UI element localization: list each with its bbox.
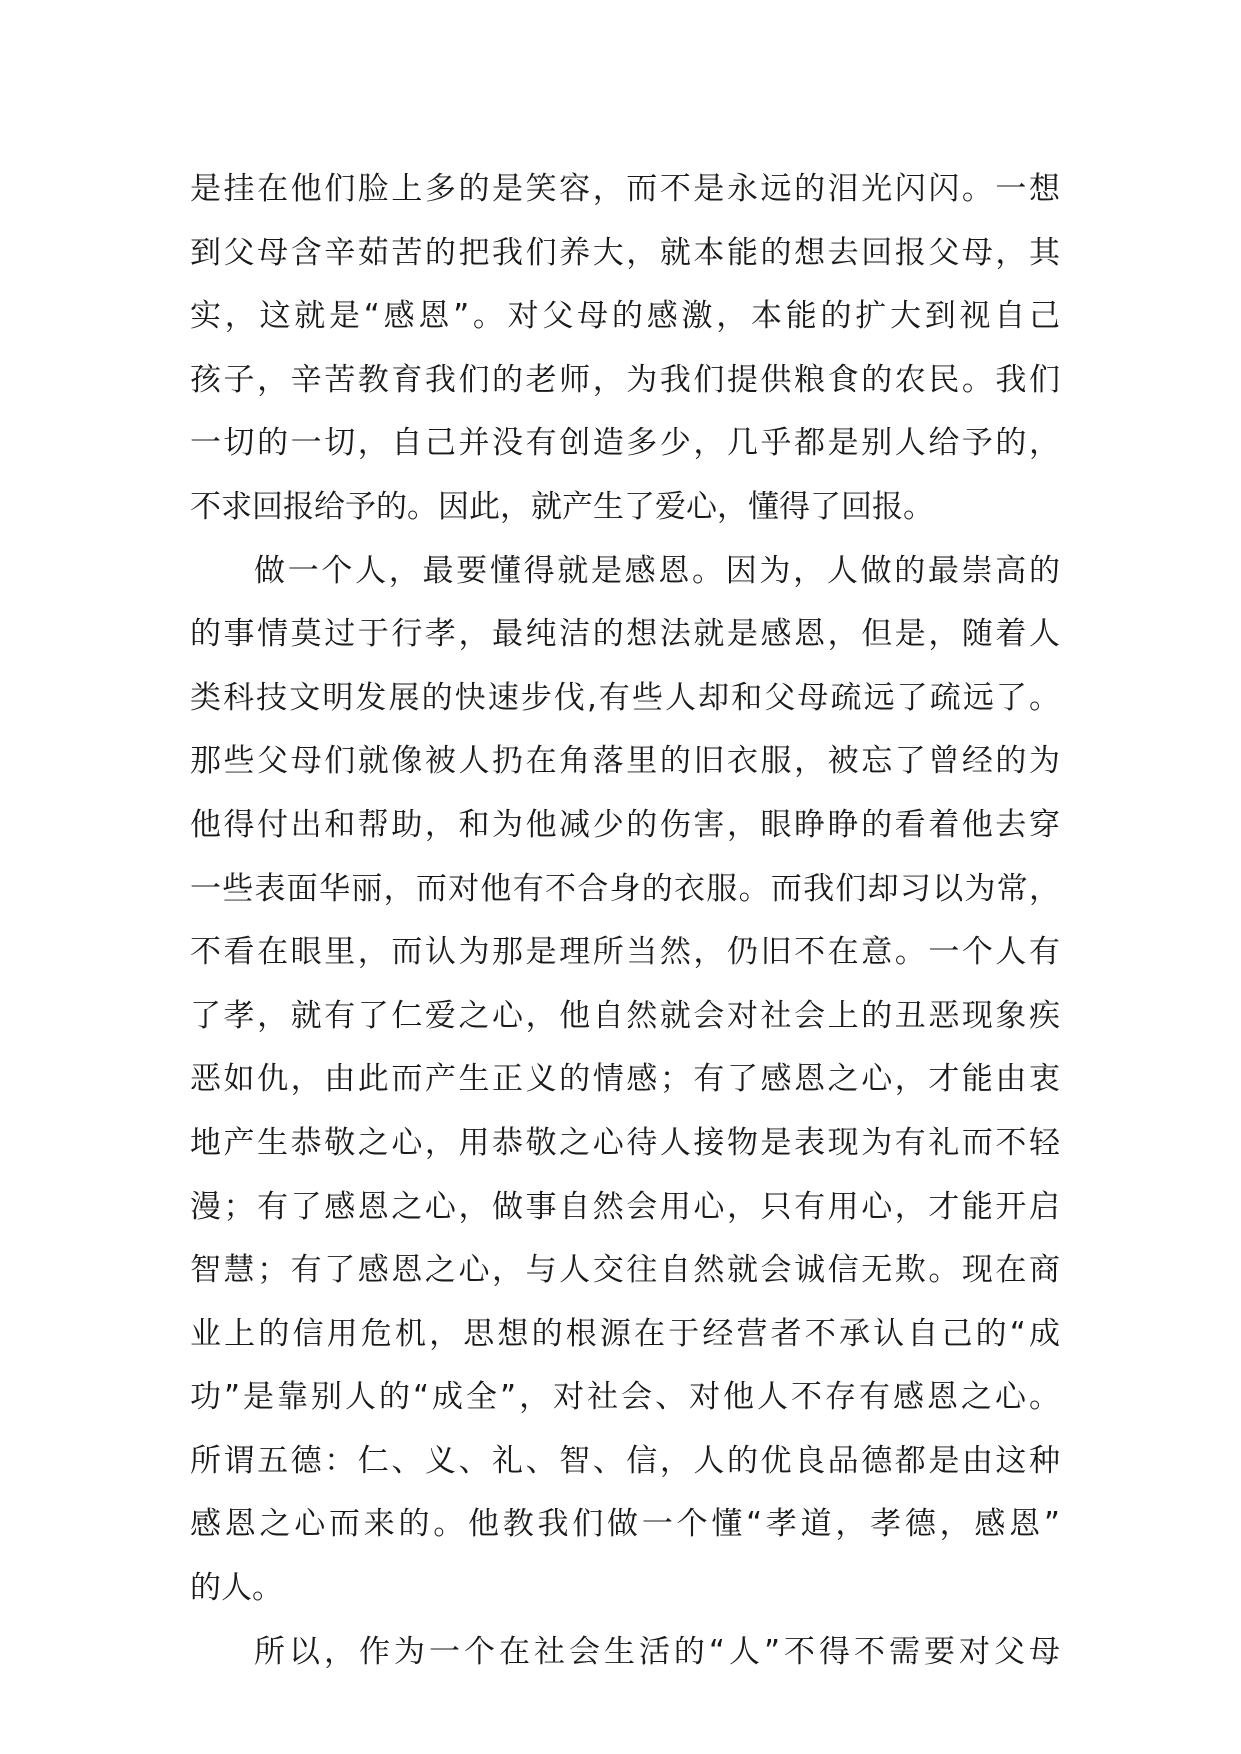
text-line: 他得付出和帮助，和为他减少的伤害，眼睁睁的看着他去穿 xyxy=(190,806,1060,843)
text-line: 功”是靠别人的“成全”，对社会、对他人不存有感恩之心。 xyxy=(190,1379,1060,1416)
text-line: 的人。 xyxy=(190,1570,283,1607)
text-line: 业上的信用危机，思想的根源在于经营者不承认自己的“成 xyxy=(190,1315,1060,1352)
paragraph-first-line: 所以，作为一个在社会生活的“人”不得不需要对父母 xyxy=(254,1633,1060,1670)
text-line: 智慧；有了感恩之心，与人交往自然就会诚信无欺。现在商 xyxy=(190,1252,1060,1289)
text-line: 类科技文明发展的快速步伐,有些人却和父母疏远了疏远了。 xyxy=(190,679,1060,716)
text-line: 不看在眼里，而认为那是理所当然，仍旧不在意。一个人有 xyxy=(190,934,1060,971)
text-line: 到父母含辛茹苦的把我们养大，就本能的想去回报父母，其 xyxy=(190,234,1060,271)
paragraph-first-line: 做一个人，最要懂得就是感恩。因为，人做的最崇高的 xyxy=(254,552,1060,589)
text-line: 是挂在他们脸上多的是笑容，而不是永远的泪光闪闪。一想 xyxy=(190,171,1060,207)
text-line: 感恩之心而来的。他教我们做一个懂“孝道，孝德，感恩” xyxy=(190,1506,1060,1543)
text-line: 那些父母们就像被人扔在角落里的旧衣服，被忘了曾经的为 xyxy=(190,743,1060,780)
text-line: 地产生恭敬之心，用恭敬之心待人接物是表现为有礼而不轻 xyxy=(190,1124,1060,1161)
body-text xyxy=(190,158,1060,1684)
text-line: 实，这就是“感恩”。对父母的感激，本能的扩大到视自己 xyxy=(190,298,1060,335)
text-line: 漫；有了感恩之心，做事自然会用心，只有用心，才能开启 xyxy=(190,1188,1060,1225)
text-line: 了孝，就有了仁爱之心，他自然就会对社会上的丑恶现象疾 xyxy=(190,997,1060,1034)
text-line: 不求回报给予的。因此，就产生了爱心，懂得了回报。 xyxy=(190,488,934,525)
text-line: 一些表面华丽，而对他有不合身的衣服。而我们却习以为常， xyxy=(190,870,1060,907)
text-line: 的事情莫过于行孝，最纯洁的想法就是感恩，但是，随着人 xyxy=(190,616,1060,653)
text-line: 所谓五德：仁、义、礼、智、信，人的优良品德都是由这种 xyxy=(190,1442,1060,1479)
text-line: 孩子，辛苦教育我们的老师，为我们提供粮食的农民。我们 xyxy=(190,361,1060,398)
text-line: 一切的一切，自己并没有创造多少，几乎都是别人给予的， xyxy=(190,425,1060,462)
text-line: 恶如仇，由此而产生正义的情感；有了感恩之心，才能由衷 xyxy=(190,1061,1060,1098)
